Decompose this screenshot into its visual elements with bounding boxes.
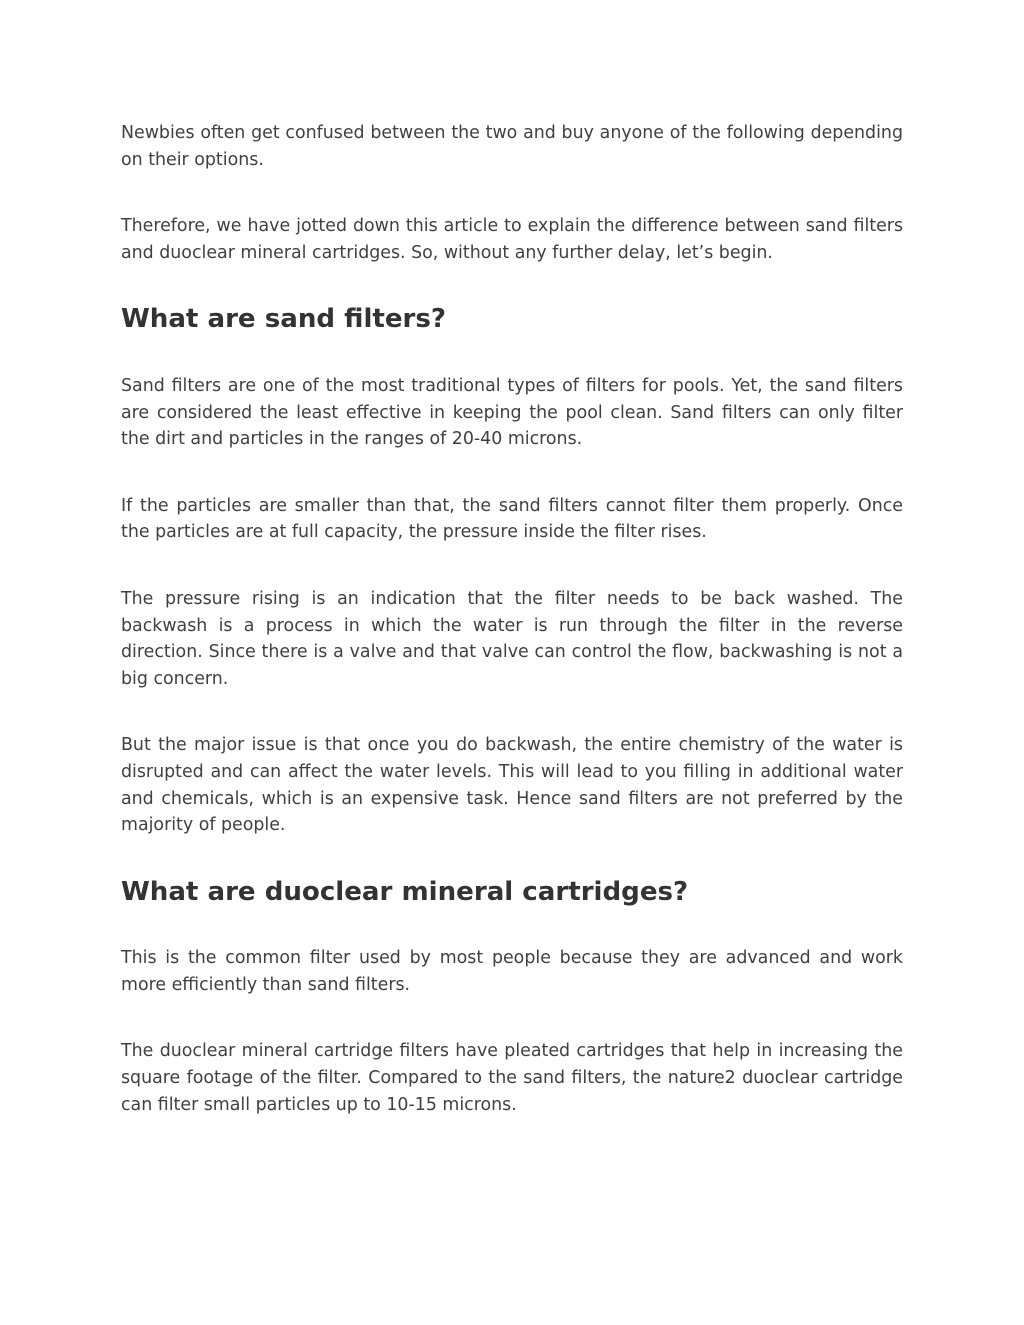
chemistry-paragraph: But the major issue is that once you do backwash, the entire chemistry of the water is disrupted and can affect the water levels. This will lead to you filling in additional water and chemicals, which is an expensive task. Hence sand filters are not preferred by the majority of people. bbox=[121, 735, 903, 836]
duoclear-heading: What are duoclear mineral cartridges? bbox=[121, 876, 689, 907]
backwash-paragraph: The pressure rising is an indication that the filter needs to be back washed. The backwash is a process in which the water is run through the filter in the reverse direction. Since there is a valve and that valve can control the flow, backwashing is not a big concern. bbox=[121, 588, 903, 689]
purpose-paragraph: Therefore, we have jotted down this article to explain the difference between sand filters and duoclear mineral cartridges. So, without any further delay, let’s begin. bbox=[121, 216, 903, 263]
particle-size-paragraph: If the particles are smaller than that, the sand filters cannot filter them properly. Once the particles are at full capacity, the pressure inside the filter rises. bbox=[121, 495, 903, 543]
document-body bbox=[121, 120, 903, 1118]
common-filter-paragraph: This is the common filter used by most people because they are advanced and work more efficiently than sand filters. bbox=[121, 948, 903, 995]
intro-paragraph: Newbies often get confused between the two and buy anyone of the following depending on their options. bbox=[121, 123, 903, 170]
sand-filters-heading: What are sand filters? bbox=[121, 304, 447, 335]
pleated-cartridges-paragraph: The duoclear mineral cartridge filters have pleated cartridges that help in increasing the square footage of the filter. Compared to the sand filters, the nature2 duoclear cartridge can filter small particles up to 10-15 microns. bbox=[121, 1041, 903, 1115]
sand-filters-paragraph: Sand filters are one of the most traditional types of filters for pools. Yet, the sand filters are considered the least effective in keeping the pool clean. Sand filters can only filter the dirt and particles in the ranges of 20-40 microns. bbox=[121, 375, 903, 450]
